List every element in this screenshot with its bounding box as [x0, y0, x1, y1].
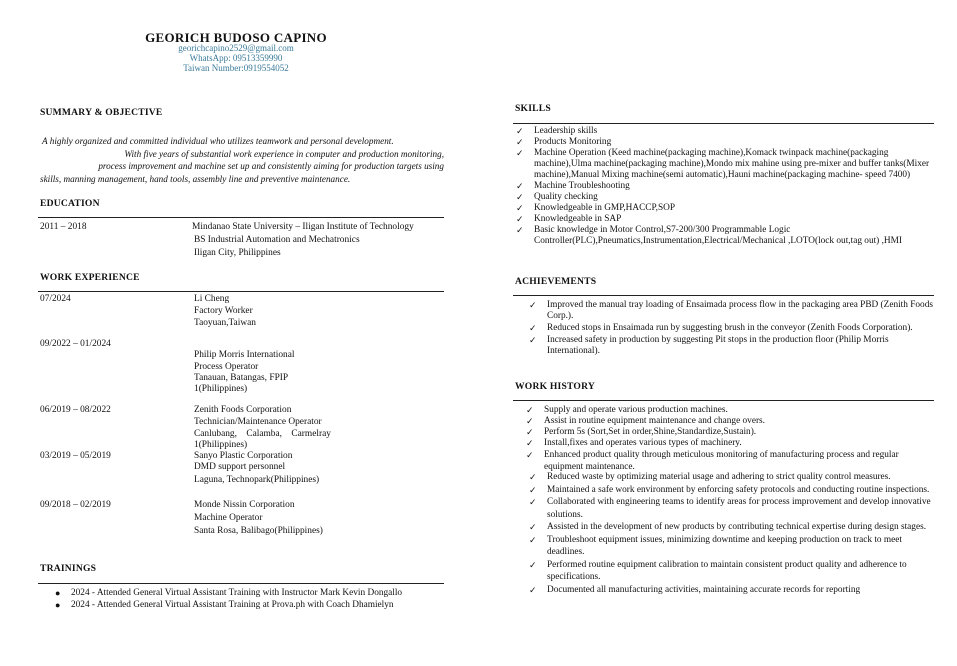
job-company: Philip Morris International [194, 350, 295, 360]
skills-rule [513, 123, 934, 124]
check-icon: ✓ [529, 323, 537, 333]
skill-item: ✓ Products Monitoring [516, 137, 612, 147]
job-company: Monde Nissin Corporation [194, 500, 295, 510]
achievements-rule [513, 295, 934, 296]
bullet-icon: ● [55, 588, 61, 598]
skill-item: ✓ Knowledgeable in SAP [516, 214, 622, 224]
check-icon: ✓ [526, 416, 534, 426]
job-location: Laguna, Technopark(Philippines) [194, 475, 320, 485]
check-icon: ✓ [516, 214, 524, 224]
check-icon: ✓ [516, 181, 524, 191]
achievement-item: ✓ Reduced stops in Ensaimada run by suggesting brush in the conveyor (Zenith Foods Corporation). [529, 323, 913, 333]
job-location-country: 1(Philippines) [194, 440, 248, 450]
email-text: georichcapino2529@gmail.com [178, 43, 294, 53]
check-icon: ✓ [529, 472, 537, 482]
work-history-item: ✓ Perform 5s (Sort,Set in order,Shine,Standardize,Sustain). [526, 427, 757, 437]
job-dates: 09/2022 – 01/2024 [40, 339, 111, 349]
job-dates: 03/2019 – 05/2019 [40, 451, 111, 461]
summary-line: skills, manning management, hand tools, assembly line and preventive maintenance. [40, 173, 351, 184]
job-dates: 06/2019 – 08/2022 [40, 405, 111, 415]
work-history-item: ✓ Supply and operate various production machines. [526, 405, 728, 415]
skill-item: ✓ Machine Operation (Keed machine(packaging machine),Komack twinpack machine(packaging machine),Ulma machine(packaging machine),Mondo mix mahine using pre-mixer and buffer tanks(Mixer machine),Manual Mixing machine(semi automatic),Hauni machine(packaging machine- speed 7400) [516, 148, 930, 180]
skills-list [516, 126, 934, 247]
achievements-list [529, 300, 934, 357]
trainings-title: TRAININGS [40, 563, 97, 574]
check-icon: ✓ [516, 225, 524, 235]
work-history-list-tight [526, 405, 934, 473]
job-location-country: 1(Philippines) [194, 384, 248, 394]
bullet-icon: ● [55, 599, 61, 610]
skill-item: ✓ Knowledgeable in GMP,HACCP,SOP [516, 203, 676, 213]
work-history-item: ✓ Assist in routine equipment maintenance and change overs. [526, 416, 765, 426]
check-icon: ✓ [529, 559, 537, 570]
job-company: Sanyo Plastic Corporation [194, 451, 293, 461]
check-icon: ✓ [529, 584, 537, 595]
job-location: Taoyuan,Taiwan [194, 318, 256, 328]
taiwan-number-text: Taiwan Number:0919554052 [183, 63, 289, 73]
job-location: Tanauan, Batangas, FPIP [194, 373, 289, 383]
work-history-item: ✓ Troubleshoot equipment issues, minimizing downtime and keeping production on track to meet deadlines. [529, 534, 902, 557]
education-title: EDUCATION [40, 198, 100, 209]
check-icon: ✓ [516, 137, 524, 147]
job-company: Li Cheng [194, 294, 230, 304]
work-history-rule [513, 400, 934, 401]
trainings-list [55, 588, 403, 611]
check-icon: ✓ [516, 192, 524, 202]
work-history-item: ✓ Documented all manufacturing activities, maintaining accurate records for reporting [529, 584, 861, 595]
skill-item: ✓ Quality checking [516, 192, 598, 202]
work-history-item: ✓ Enhanced product quality through meticulous monitoring of manufacturing process and regular equipment maintenance. [526, 450, 899, 472]
training-item: ● 2024 - Attended General Virtual Assistant Training with Instructor Mark Kevin Dongallo [55, 588, 403, 598]
trainings-rule [38, 583, 444, 584]
check-icon: ✓ [526, 427, 534, 437]
check-icon: ✓ [516, 148, 524, 158]
education-degree: BS Industrial Automation and Mechatronics [194, 235, 360, 245]
job-location: Canlubang, Calamba, Carmelray [194, 429, 331, 439]
summary-line: With five years of substantial work experience in computer and production monitoring, [124, 148, 444, 159]
job-dates: 07/2024 [40, 294, 71, 304]
achievements-title: ACHIEVEMENTS [515, 276, 597, 287]
education-location: Iligan City, Philippines [194, 248, 281, 258]
education-years: 2011 – 2018 [40, 222, 87, 232]
check-icon: ✓ [526, 438, 534, 448]
work-experience-title: WORK EXPERIENCE [40, 272, 140, 283]
work-history-title: WORK HISTORY [515, 381, 595, 392]
job-location: Santa Rosa, Balibago(Philippines) [194, 526, 323, 536]
summary-title: SUMMARY & OBJECTIVE [40, 107, 163, 118]
job-role: Process Operator [194, 362, 259, 372]
skill-item: ✓ Machine Troubleshooting [516, 181, 630, 191]
work-experience-rule [38, 291, 444, 292]
education-rule [38, 217, 444, 218]
check-icon: ✓ [529, 335, 537, 345]
whatsapp-text: WhatsApp: 09513359990 [189, 53, 283, 63]
check-icon: ✓ [529, 300, 537, 310]
check-icon: ✓ [529, 522, 537, 532]
work-history-item: ✓ Collaborated with engineering teams to identify areas for process improvement and develop innovative solutions. [529, 497, 931, 520]
check-icon: ✓ [516, 203, 524, 213]
check-icon: ✓ [529, 484, 537, 495]
job-role: Machine Operator [194, 513, 263, 523]
work-history-item: ✓ Install,fixes and operates various types of machinery. [526, 438, 742, 448]
check-icon: ✓ [529, 534, 537, 545]
check-icon: ✓ [529, 497, 537, 507]
summary-body [40, 135, 444, 185]
job-company: Zenith Foods Corporation [194, 405, 292, 415]
achievement-item: ✓ Increased safety in production by suggesting Pit stops in the production floor (Philip Morris International). [529, 335, 889, 356]
job-role: Factory Worker [194, 306, 253, 316]
work-history-item: ✓ Performed routine equipment calibration to maintain consistent product quality and adherence to specifications. [529, 559, 907, 582]
training-item: ● 2024 - Attended General Virtual Assistant Training at Prova.ph with Coach Dhamielyn [55, 599, 394, 610]
skills-title: SKILLS [515, 103, 551, 114]
education-school: Mindanao State University – Iligan Institute of Technology [192, 222, 414, 232]
work-history-item: ✓ Reduced waste by optimizing material usage and adhering to strict quality control measures. [529, 472, 891, 482]
summary-line: process improvement and machine set up and consistently aiming for production targets using [98, 161, 444, 172]
job-role: Technician/Maintenance Operator [194, 417, 322, 427]
skill-item: ✓ Leadership skills [516, 126, 598, 136]
work-history-list-loose [529, 471, 934, 596]
check-icon: ✓ [516, 126, 524, 136]
check-icon: ✓ [526, 450, 534, 460]
summary-line: A highly organized and committed individual who utilizes teamwork and personal development. [42, 136, 394, 146]
resume-name: GEORICH BUDOSO CAPINO [145, 30, 327, 45]
work-history-item: ✓ Maintained a safe work environment by enforcing safety protocols and conducting routine inspections. [529, 484, 930, 495]
work-history-item: ✓ Assisted in the development of new products by contributing technical expertise during design stages. [529, 522, 927, 532]
job-dates: 09/2018 – 02/2019 [40, 500, 111, 510]
skill-item: ✓ Basic knowledge in Motor Control,S7-200/300 Programmable Logic Controller(PLC),Pneumatics,Instrumentation,Electrical/Mechanical ,LOTO(lock out,tag out) ,HMI [516, 225, 902, 246]
check-icon: ✓ [526, 405, 534, 415]
job-role: DMD support personnel [194, 462, 286, 472]
achievement-item: ✓ Improved the manual tray loading of Ensaimada process flow in the packaging area PBD (Zenith Foods Corp.). [529, 300, 933, 321]
